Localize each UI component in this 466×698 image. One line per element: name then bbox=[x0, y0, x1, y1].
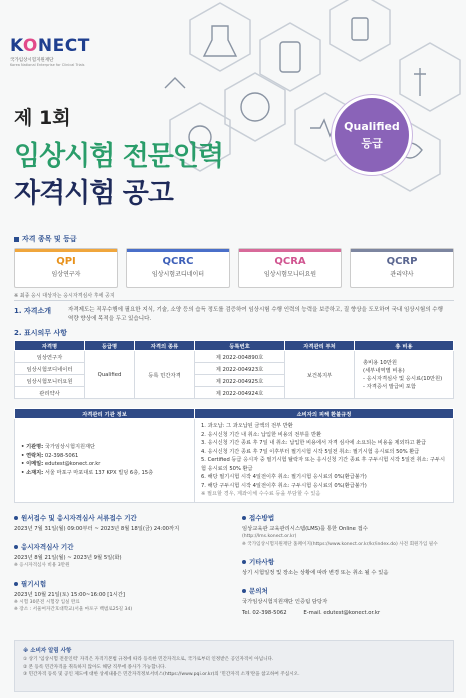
schedule-heading bbox=[14, 579, 229, 588]
column-header: 등록번호 bbox=[195, 341, 285, 351]
reg-number-cell: 제 2022-004890호 bbox=[195, 351, 285, 363]
org-line bbox=[21, 469, 188, 478]
document-icon bbox=[352, 18, 368, 40]
schedule-item bbox=[14, 513, 229, 533]
column-header: 자격명 bbox=[15, 341, 85, 351]
column-header: 자격의 종류 bbox=[135, 341, 195, 351]
square-bullet-icon bbox=[14, 237, 19, 242]
schedule-body: 국가임상시험지원재단 인증팀 담당자 bbox=[242, 599, 328, 605]
org-line bbox=[21, 452, 188, 461]
purpose-text: 자격제도는 직무수행에 필요한 지식, 기술, 소양 등의 습득 정도를 검증하여 임상시험 수행 인력의 능력을 보증하고, 질 향상을 도모하여 국내 임상시험의 수행역량 향상에 목적을 두고 있습니다. bbox=[68, 307, 443, 322]
grade-card-qcra bbox=[238, 248, 342, 288]
cost-line: - 자격증서 발급비 포함 bbox=[363, 383, 417, 390]
cost-line: - 응시자격심사 및 응시료(10만원) bbox=[363, 375, 443, 382]
refund-rule: 6. 해당 필기시험 시작 4일전이후 취소: 필기시험 응시료의 0%(환급불가) bbox=[201, 474, 367, 480]
schedule-body: 상기 시험일정 및 장소는 상황에 따라 변경 또는 취소 될 수 있음 bbox=[242, 570, 389, 576]
schedule-heading bbox=[14, 542, 229, 551]
cost-line: 총비용 10만원 bbox=[363, 359, 398, 366]
org-value: 서울 마포구 마포대로 137 KPX 빌딩 6층, 15층 bbox=[44, 469, 154, 476]
org-label: • 연락처: bbox=[21, 452, 44, 459]
schedule-sub: ※ 시험 30분전 시험장 입실 완료 ※ 장소 : 서울여자간호대학교(서울 마포구 백범로25길 34) bbox=[14, 599, 133, 612]
schedule-section bbox=[14, 513, 454, 633]
syringe-icon bbox=[414, 68, 426, 96]
grade-code: QCRA bbox=[274, 256, 306, 267]
table-row bbox=[15, 351, 454, 363]
contact-line[interactable]: Tel. 02-398-5062 E-mail. edutest@konect.or.kr bbox=[242, 610, 381, 616]
schedule-body: 2023년 7월 31일(월) 09:00부터 ~ 2023년 8월 18일(금) 24:00까지 bbox=[14, 526, 180, 532]
hexagon-shape bbox=[190, 3, 250, 71]
divider bbox=[14, 300, 454, 301]
konect-logo[interactable] bbox=[10, 36, 130, 67]
registry-table bbox=[14, 340, 454, 399]
org-label: • 기관명: bbox=[21, 444, 44, 451]
title-line2: 자격시험 공고 bbox=[14, 178, 173, 209]
flask-icon bbox=[204, 26, 236, 56]
cert-kind-cell: 등록 민간자격 bbox=[135, 351, 195, 399]
grades-note: ※ 최종 응시 대상자는 응시자격심사 후에 공지 bbox=[14, 293, 115, 299]
consumer-notice-line: ① 상기 '임상시험 전문인력' 자격은 자격기본법 규정에 따라 등록한 민간자격으로, 국가로부터 인정받은 공인자격이 아닙니다. bbox=[23, 657, 274, 662]
logo-letter-k: K bbox=[10, 36, 23, 56]
column-header: 등급명 bbox=[85, 341, 135, 351]
schedule-left-column bbox=[14, 513, 229, 623]
grade-code: QCRP bbox=[386, 256, 418, 267]
schedule-right-column bbox=[242, 513, 457, 626]
schedule-item bbox=[14, 579, 229, 614]
dot-bullet-icon bbox=[14, 545, 18, 549]
refund-cell bbox=[195, 419, 454, 503]
purpose-label: 1. 자격소개 bbox=[14, 307, 52, 315]
hexagon-shape bbox=[330, 0, 390, 61]
dial-icon bbox=[241, 93, 269, 121]
cert-name-cell: 임상시험코디네이터 bbox=[15, 363, 85, 375]
schedule-title: 기타사항 bbox=[249, 558, 275, 566]
grades-title-text: 자격 종목 및 등급 bbox=[22, 235, 77, 243]
org-info-cell bbox=[15, 419, 195, 503]
dot-bullet-icon bbox=[14, 516, 18, 520]
grade-code: QPI bbox=[56, 256, 76, 267]
grade-list bbox=[14, 248, 454, 288]
column-header: 자격관리 부처 bbox=[285, 341, 355, 351]
cost-line: (세부내역별 비용) bbox=[363, 367, 405, 374]
column-header: 자격관리 기관 정보 bbox=[15, 409, 195, 419]
logo-letter-o: O bbox=[22, 36, 38, 56]
dot-bullet-icon bbox=[242, 516, 246, 520]
org-label: • 이메일: bbox=[21, 461, 44, 468]
refund-rule: 7. 해당 구두시험 시작 4일전이후 취소: 구두시험 응시료의 0%(환급불가) bbox=[201, 482, 367, 489]
column-header: 소비자의 피해 환불규정 bbox=[195, 409, 454, 419]
title-line1: 임상시험 전문인력 bbox=[14, 141, 224, 172]
info-table bbox=[14, 408, 454, 503]
refund-rule: 4. 응시신청 기간 종료 후 7일 이후부터 필기시험 시작 5일전 취소: 필기시험 응시료의 50% 환급 bbox=[201, 448, 420, 455]
refund-rule: 2. 응시신청 기간 내 취소: 납입한 비용의 전부를 반환 bbox=[201, 431, 322, 438]
qualified-grade-badge bbox=[335, 98, 409, 172]
badge-line2: 등급 bbox=[361, 137, 383, 150]
reg-number-cell: 제 2022-004923호 bbox=[195, 363, 285, 375]
schedule-body: 2023년 8월 21일(월) ~ 2023년 9월 5일(화) bbox=[14, 555, 122, 561]
reg-number-cell: 제 2022-004925호 bbox=[195, 375, 285, 387]
schedule-heading bbox=[14, 513, 229, 522]
refund-rule: 1. 과오납: 그 과오납된 금액의 전부 반환 bbox=[201, 423, 293, 429]
schedule-item bbox=[242, 557, 457, 577]
refund-rule: 5. Certified 등급 응시자 중 필기시험 탈락자 또는 응시신청 기간 종료 후 구두시험 시작 5일전 취소: 구두시험 응시료의 50% 환급 bbox=[201, 457, 445, 472]
badge-line1: Qualified bbox=[344, 120, 400, 133]
chevron-icon bbox=[165, 78, 185, 88]
schedule-body: 임상교육관 교육관리시스템(LMS)를 통한 Online 접수 bbox=[242, 526, 368, 532]
schedule-sub: ※ 응시자격심사 비용 3만원 bbox=[14, 563, 70, 568]
grade-name: 임상연구자 bbox=[51, 271, 81, 278]
table-header-row bbox=[15, 341, 454, 351]
grade-code: QCRC bbox=[162, 256, 194, 267]
org-line bbox=[21, 460, 188, 469]
hexagon-shape bbox=[400, 43, 460, 111]
schedule-heading bbox=[242, 557, 457, 566]
cert-name-cell: 관리약사 bbox=[15, 387, 85, 399]
dot-bullet-icon bbox=[242, 589, 246, 593]
reg-number-cell: 제 2022-004924호 bbox=[195, 387, 285, 399]
schedule-title: 문의처 bbox=[249, 587, 268, 595]
schedule-item bbox=[242, 586, 457, 617]
logo-subtitle-en: Korea National Enterprise for Clinical Trials bbox=[10, 63, 85, 67]
grade-name: 관리약사 bbox=[390, 271, 414, 278]
grade-name: 임상시험코디네이터 bbox=[151, 271, 205, 278]
org-label: • 소재지: bbox=[21, 469, 44, 476]
table-row bbox=[15, 419, 454, 503]
grade-card-qcrc bbox=[126, 248, 230, 288]
logo-letters-rest: NECT bbox=[37, 36, 90, 56]
dot-bullet-icon bbox=[14, 582, 18, 586]
schedule-heading bbox=[242, 513, 457, 522]
org-line bbox=[21, 443, 188, 452]
consumer-notice-line: ② 본 등록 민간자격을 취득하지 않아도 해당 직무에 종사가 가능합니다. bbox=[23, 664, 166, 670]
consumer-notice-line[interactable]: ③ 민간자격 등록 및 공인 제도에 대한 상세내용은 민간자격정보서비스(https://www.pqi.or.kr)의 '민간자격 소개'란을 참고하여 주십시오. bbox=[23, 672, 300, 677]
registry-section-title: 2. 표시의무 사항 bbox=[14, 329, 67, 337]
schedule-item bbox=[242, 513, 457, 548]
table-header-row bbox=[15, 409, 454, 419]
exam-round: 제 1회 bbox=[14, 107, 71, 129]
org-value: 02-398-5061 bbox=[44, 452, 79, 459]
refund-note: ※ 필요할 경우, 계좌이체 수수료 등을 부담할 수 있음 bbox=[201, 491, 321, 497]
schedule-body: 2023년 10월 21일(토) 15:00~16:00 [1시간] bbox=[14, 591, 126, 598]
pill-bottle-icon bbox=[280, 42, 300, 72]
schedule-title: 필기시험 bbox=[21, 579, 47, 588]
grade-card-qpi bbox=[14, 248, 118, 288]
logo-subtitle: 국가임상시험지원재단 bbox=[10, 58, 54, 63]
grade-name: 임상시험모니터요원 bbox=[263, 271, 317, 278]
schedule-title: 접수방법 bbox=[249, 514, 275, 522]
schedule-heading bbox=[242, 586, 457, 595]
cert-name-cell: 임상연구자 bbox=[15, 351, 85, 363]
schedule-title: 응시자격심사 기간 bbox=[21, 543, 74, 551]
consumer-notice-box bbox=[14, 640, 454, 692]
cert-name-cell: 임상시험모니터요원 bbox=[15, 375, 85, 387]
dot-bullet-icon bbox=[242, 560, 246, 564]
column-header: 총 비용 bbox=[355, 341, 454, 351]
grade-cell: Qualified bbox=[85, 351, 135, 399]
grade-card-qcrp bbox=[350, 248, 454, 288]
logo-wordmark bbox=[10, 36, 130, 56]
grades-section-title bbox=[14, 234, 77, 244]
schedule-title: 원서접수 및 응시자격심사 서류접수 기간 bbox=[21, 514, 137, 522]
refund-rule: 3. 응시신청 기간 종료 후 7일 내 취소: 납입한 비용에서 자격 심사에 소요되는 비용을 제외하고 환급 bbox=[201, 440, 427, 446]
cost-cell bbox=[355, 351, 454, 399]
org-email[interactable]: edutest@konect.or.kr bbox=[44, 461, 101, 468]
schedule-item bbox=[14, 542, 229, 570]
ministry-cell: 보건복지부 bbox=[285, 351, 355, 399]
schedule-sub-link[interactable]: (http://lms.konect.or.kr) ※ 국가임상시험지원재단 홈페이지(https://www.konect.or.kr/kr/index.do) 사전 회원가입 필수 bbox=[242, 534, 438, 547]
org-value: 국가임상시험지원재단 bbox=[44, 444, 96, 451]
consumer-notice-title: ※ 소비자 알림 사항 bbox=[23, 648, 72, 654]
